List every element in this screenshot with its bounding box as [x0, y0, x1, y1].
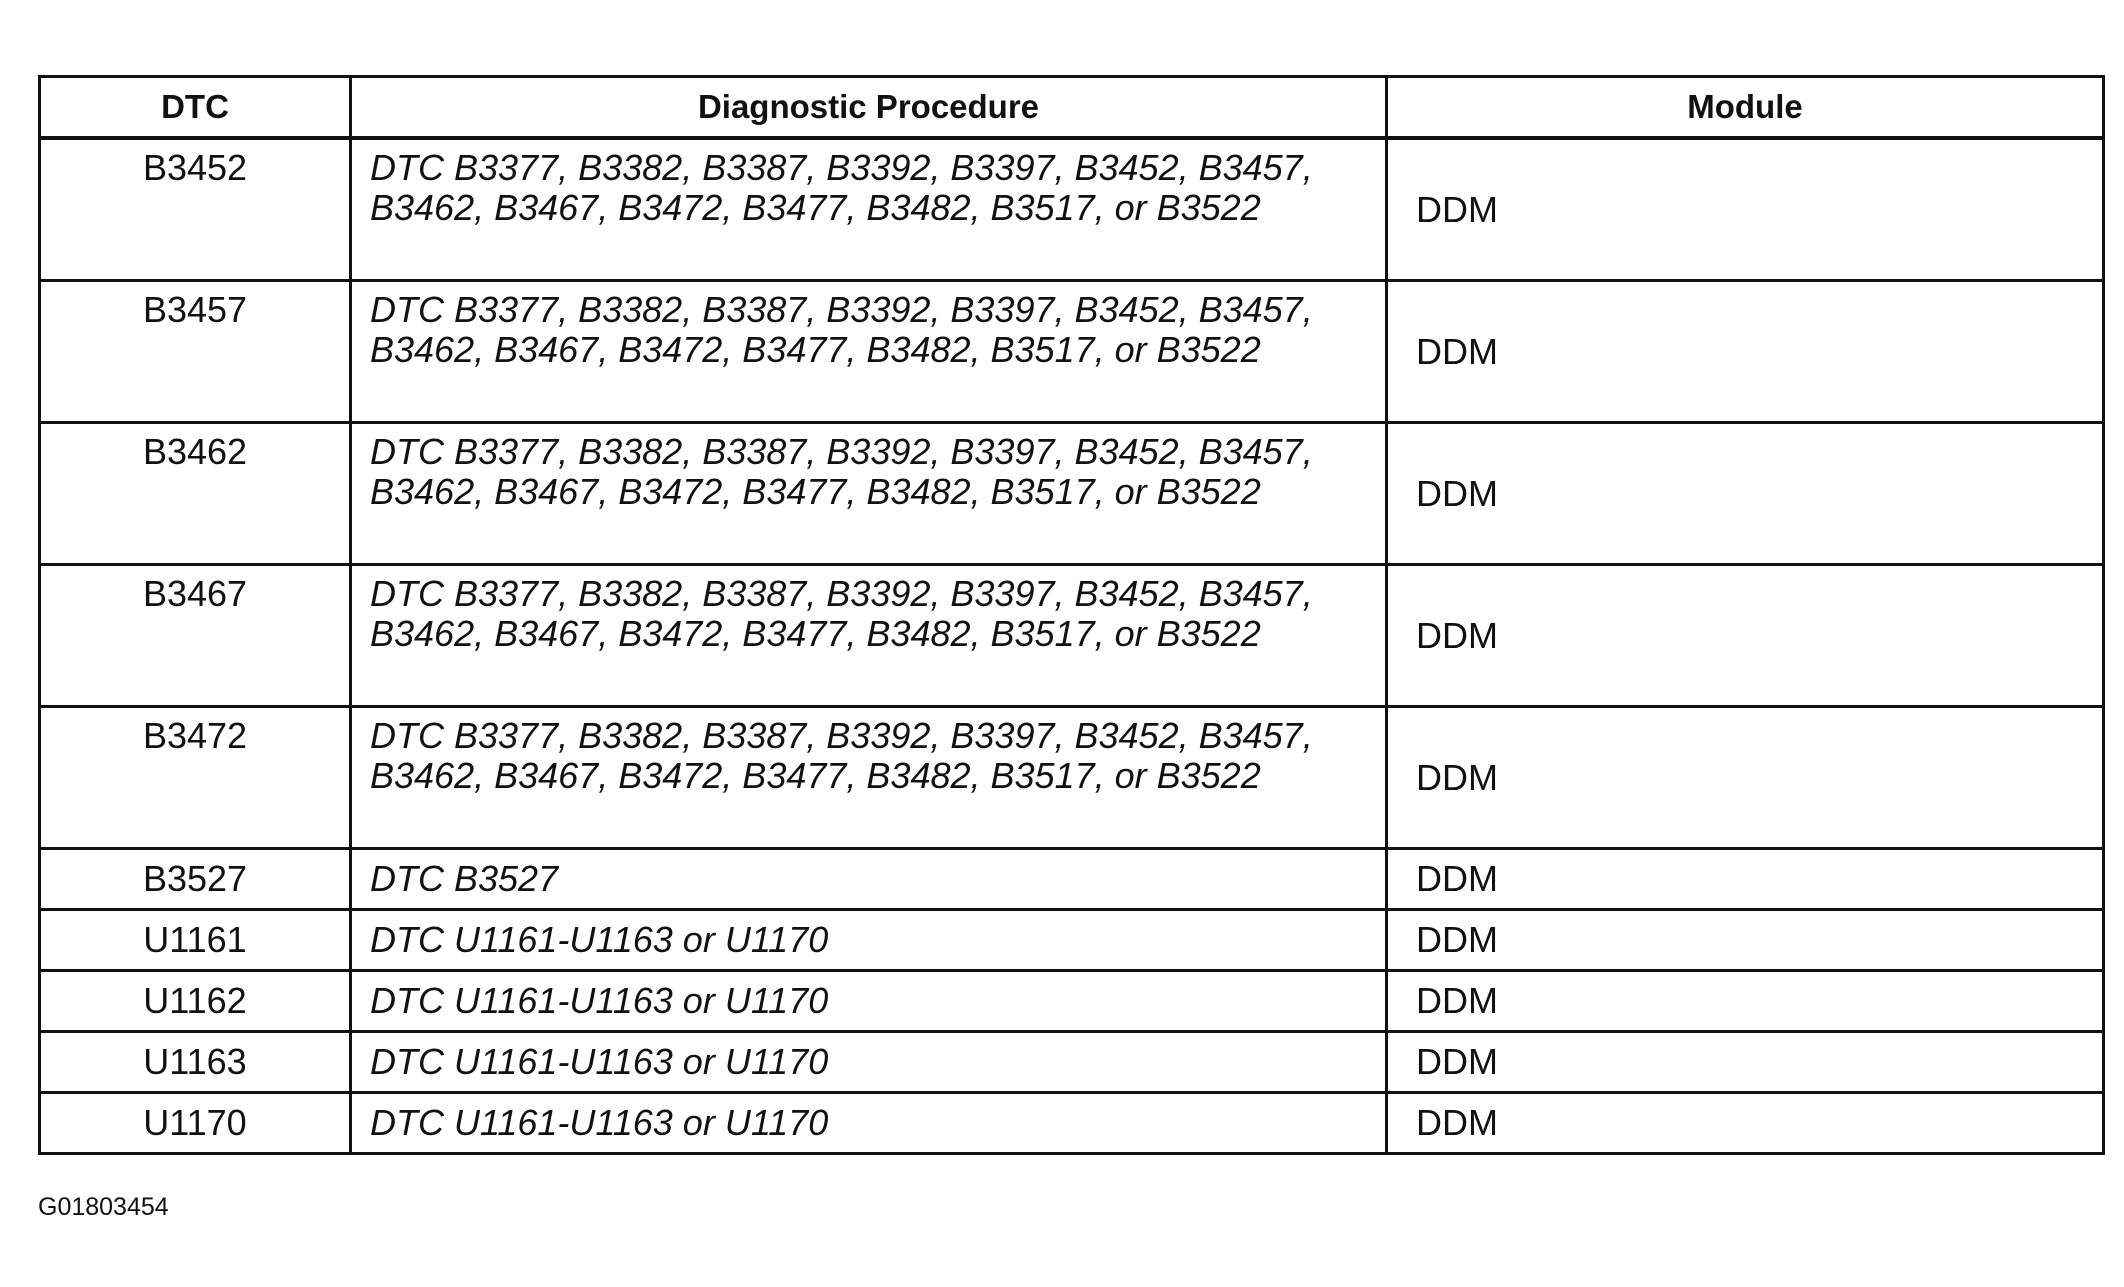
module-cell: DDM: [1387, 910, 2104, 971]
procedure-cell: DTC B3377, B3382, B3387, B3392, B3397, B3452, B3457, B3462, B3467, B3472, B3477, B3482, B3517, or B3522: [351, 281, 1387, 423]
table-row: [40, 1093, 2104, 1154]
module-cell: DDM: [1387, 281, 2104, 423]
dtc-code-cell: B3472: [40, 707, 351, 849]
dtc-code-cell: B3457: [40, 281, 351, 423]
table-body: [40, 138, 2104, 1154]
procedure-cell: DTC B3377, B3382, B3387, B3392, B3397, B3452, B3457, B3462, B3467, B3472, B3477, B3482, B3517, or B3522: [351, 423, 1387, 565]
table-row: [40, 1032, 2104, 1093]
procedure-cell: DTC B3377, B3382, B3387, B3392, B3397, B3452, B3457, B3462, B3467, B3472, B3477, B3482, B3517, or B3522: [351, 565, 1387, 707]
dtc-code-cell: U1161: [40, 910, 351, 971]
table-row: [40, 138, 2104, 281]
table-row: [40, 849, 2104, 910]
procedure-cell: DTC B3377, B3382, B3387, B3392, B3397, B3452, B3457, B3462, B3467, B3472, B3477, B3482, B3517, or B3522: [351, 138, 1387, 281]
table-row: [40, 707, 2104, 849]
header-diagnostic-procedure: Diagnostic Procedure: [351, 77, 1387, 139]
procedure-cell: DTC U1161-U1163 or U1170: [351, 910, 1387, 971]
dtc-code-cell: U1170: [40, 1093, 351, 1154]
module-cell: DDM: [1387, 849, 2104, 910]
dtc-table: [38, 75, 2105, 1155]
figure-id: G01803454: [38, 1193, 169, 1221]
dtc-code-cell: U1162: [40, 971, 351, 1032]
dtc-code-cell: U1163: [40, 1032, 351, 1093]
procedure-cell: DTC B3527: [351, 849, 1387, 910]
table-header: [40, 77, 2104, 139]
procedure-cell: DTC U1161-U1163 or U1170: [351, 1093, 1387, 1154]
table-row: [40, 565, 2104, 707]
module-cell: DDM: [1387, 1032, 2104, 1093]
module-cell: DDM: [1387, 138, 2104, 281]
module-cell: DDM: [1387, 1093, 2104, 1154]
dtc-code-cell: B3527: [40, 849, 351, 910]
dtc-code-cell: B3462: [40, 423, 351, 565]
table-row: [40, 971, 2104, 1032]
dtc-code-cell: B3467: [40, 565, 351, 707]
procedure-cell: DTC U1161-U1163 or U1170: [351, 1032, 1387, 1093]
module-cell: DDM: [1387, 971, 2104, 1032]
header-dtc: DTC: [40, 77, 351, 139]
dtc-code-cell: B3452: [40, 138, 351, 281]
module-cell: DDM: [1387, 707, 2104, 849]
table-row: [40, 910, 2104, 971]
procedure-cell: DTC B3377, B3382, B3387, B3392, B3397, B3452, B3457, B3462, B3467, B3472, B3477, B3482, B3517, or B3522: [351, 707, 1387, 849]
table-row: [40, 281, 2104, 423]
table-row: [40, 423, 2104, 565]
header-module: Module: [1387, 77, 2104, 139]
procedure-cell: DTC U1161-U1163 or U1170: [351, 971, 1387, 1032]
module-cell: DDM: [1387, 565, 2104, 707]
header-row: [40, 77, 2104, 139]
module-cell: DDM: [1387, 423, 2104, 565]
